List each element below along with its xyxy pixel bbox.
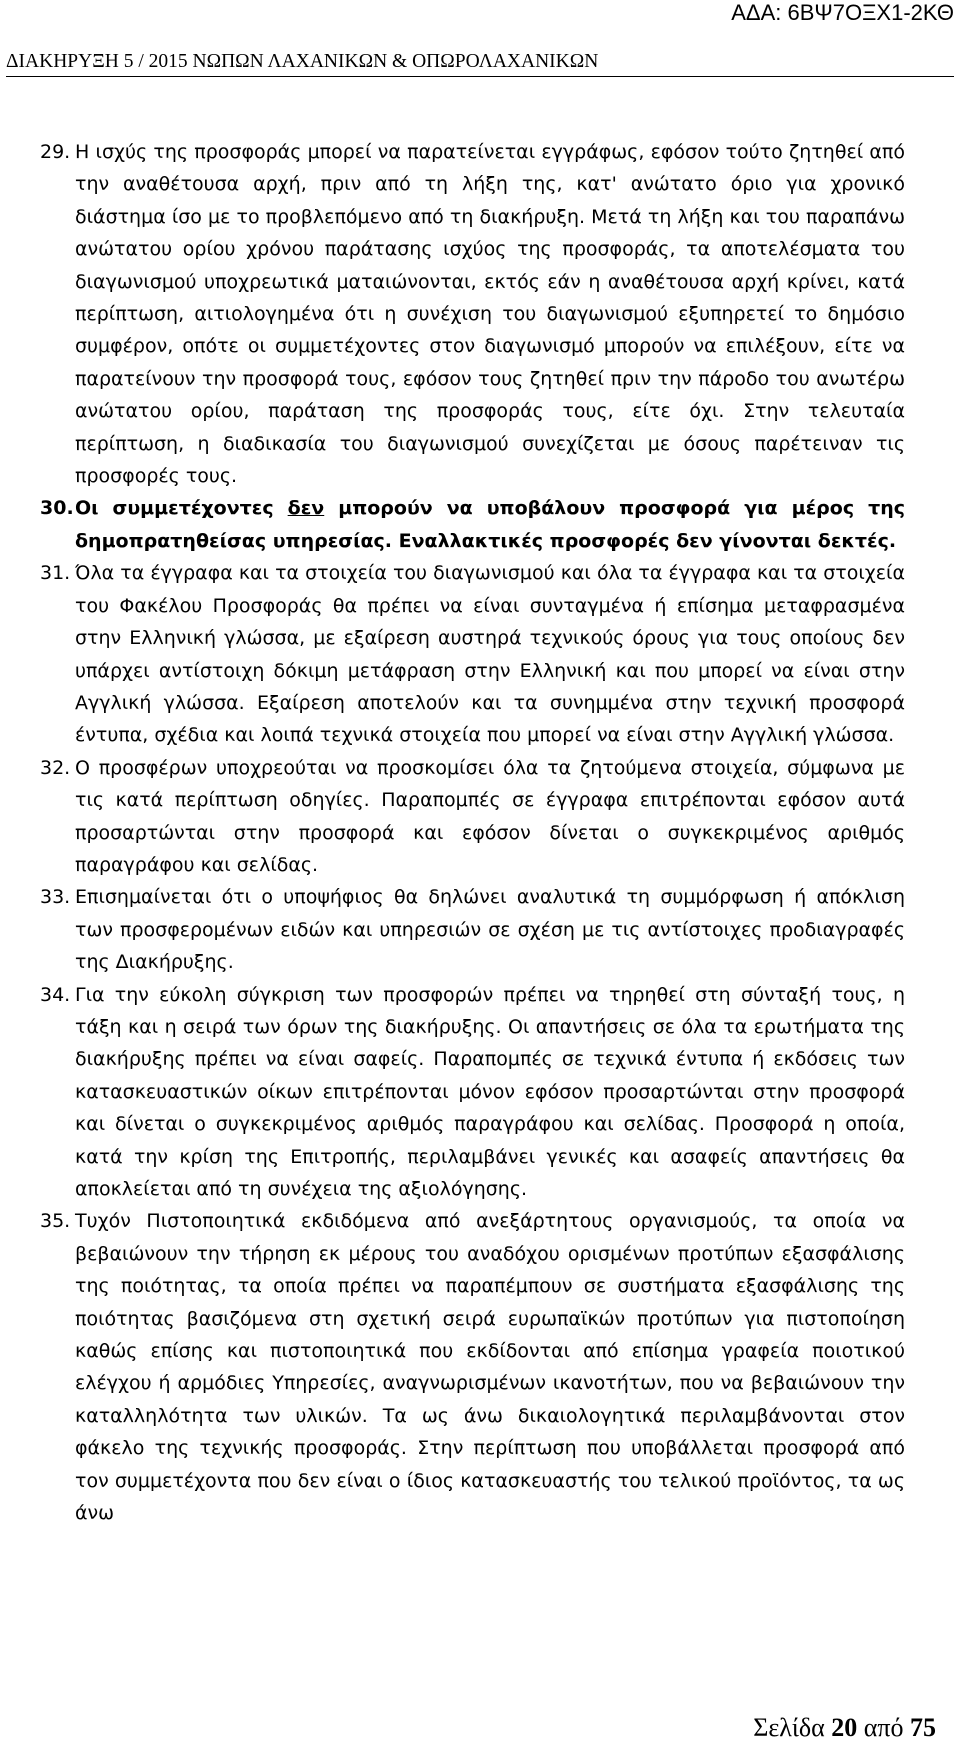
page-total: 75	[910, 1713, 936, 1742]
item-number: 33.	[40, 886, 71, 909]
item-number: 29.	[40, 141, 71, 163]
page-label: Σελίδα	[753, 1713, 825, 1742]
list-item-34	[40, 979, 905, 1206]
document-body	[40, 136, 905, 1529]
list-item-32	[40, 752, 905, 882]
page-footer	[753, 1712, 936, 1744]
item-text: Επισημαίνεται ότι ο υποψήφιος θα δηλώνει αναλυτικά τη συμμόρφωση ή απόκλιση των προσφερομένων ειδών και υπηρεσιών σε σχέση με τις αντίστοιχες προδιαγραφές της Διακήρυξης.	[75, 886, 905, 974]
list-item-30	[40, 492, 905, 557]
ada-code: ΑΔΑ: 6ΒΨ7ΟΞΧ1-2ΚΘ	[731, 0, 954, 25]
item-text: Ο προσφέρων υποχρεούται να προσκομίσει όλα τα ζητούμενα στοιχεία, σύμφωνα με τις κατά περίπτωση οδηγίες. Παραπομπές σε έγγραφα επιτρέπονται εφόσον αυτά προσαρτώνται στην προσφορά και εφόσον δίνεται ο συγκεκριμένος αριθμός παραγράφου και σελίδας.	[75, 756, 905, 876]
item-number: 34.	[40, 983, 71, 1006]
item-text-pre: Οι συμμετέχοντες	[75, 497, 288, 520]
page-of-label: από	[863, 1713, 904, 1742]
item-text: Για την εύκολη σύγκριση των προσφορών πρέπει να τηρηθεί στη σύνταξή τους, η τάξη και η σειρά των όρων της διακήρυξης. Οι απαντήσεις σε όλα τα ερωτήματα της διακήρυξης πρέπει να είναι σαφείς. Παραπομπές σε τεχνικά έντυπα ή εκδόσεις των κατασκευαστικών οίκων επιτρέπονται μόνον εφόσον προσαρτώνται στην προσφορά και δίνεται ο συγκεκριμένος αριθμός παραγράφου και σελίδας. Προσφορά η οποία, κατά την κρίση της Επιτροπής, περιλαμβάνει γενικές και ασαφείς απαντήσεις θα αποκλείεται από τη συνέχεια της αξιολόγησης.	[75, 983, 905, 1200]
item-text: Όλα τα έγγραφα και τα στοιχεία του διαγωνισμού και όλα τα έγγραφα και τα στοιχεία του Φακέλου Προσφοράς θα πρέπει να είναι συνταγμένα ή επίσημα μεταφρασμένα στην Ελληνική γλώσσα, με εξαίρεση αυστηρά τεχνικούς όρους για τους οποίους δεν υπάρχει αντίστοιχη δόκιμη μετάφραση στην Ελληνική και που μπορεί να είναι στην Αγγλική γλώσσα. Εξαίρεση αποτελούν και τα συνημμένα στην τεχνική προσφορά έντυπα, σχέδια και λοιπά τεχνικά στοιχεία που μπορεί να είναι στην Αγγλική γλώσσα.	[75, 562, 905, 747]
item-text: Τυχόν Πιστοποιητικά εκδιδόμενα από ανεξάρτητους οργανισμούς, τα οποία να βεβαιώνουν την τήρηση εκ μέρους του αναδόχου ορισμένων προτύπων εξασφάλισης της ποιότητας, τα οποία πρέπει να παραπέμπουν σε συστήματα εξασφάλισης της ποιότητας βασιζόμενα στη σχετική σειρά ευρωπαϊκών προτύπων για πιστοποίηση καθώς επίσης και πιστοποιητικά που εκδίδονται από επίσημα γραφεία ποιοτικού ελέγχου ή αρμόδιες Υπηρεσίες, αναγνωρισμένων ικανοτήτων, που να βεβαιώνουν την καταλληλότητα των υλικών. Τα ως άνω δικαιολογητικά περιλαμβάνονται στον φάκελο της τεχνικής προσφοράς. Στην περίπτωση που υποβάλλεται προσφορά από τον συμμετέχοντα που δεν είναι ο ίδιος κατασκευαστής του τελικού προϊόντος, τα ως άνω	[75, 1210, 905, 1525]
item-number: 35.	[40, 1210, 71, 1233]
item-text-underlined: δεν	[287, 497, 325, 520]
item-number: 31.	[40, 562, 71, 585]
item-text: Η ισχύς της προσφοράς μπορεί να παρατείνεται εγγράφως, εφόσον τούτο ζητηθεί από την αναθέτουσα αρχή, πριν από τη λήξη της, κατ' ανώτατο όριο για χρονικό διάστημα ίσο με το προβλεπόμενο από τη διακήρυξη. Μετά τη λήξη και του παραπάνω ανώτατου ορίου χρόνου παράτασης ισχύος της προσφοράς, τα αποτελέσματα του διαγωνισμού υποχρεωτικά ματαιώνονται, εκτός εάν η αναθέτουσα αρχή κρίνει, κατά περίπτωση, αιτιολογημένα ότι η συνέχιση του διαγωνισμού εξυπηρετεί το δημόσιο συμφέρον, οπότε οι συμμετέχοντες στον διαγωνισμό μπορούν να επιλέξουν, είτε να παρατείνουν την προσφορά τους, εφόσον τους ζητηθεί πριν την πάροδο του ανωτέρω ανώτατου ορίου, παράταση της προσφοράς τους, είτε όχι. Στην τελευταία περίπτωση, η διαδικασία του διαγωνισμού συνεχίζεται με όσους παρέτειναν τις προσφορές τους.	[75, 141, 905, 488]
list-item-35	[40, 1205, 905, 1529]
item-number: 32.	[40, 756, 71, 779]
list-item-33	[40, 881, 905, 978]
list-item-29	[40, 136, 905, 492]
list-item-31	[40, 557, 905, 751]
item-text-post: μπορούν να υποβάλουν προσφορά για μέρος της δημοπρατηθείσας υπηρεσίας. Εναλλακτικές προσφορές δεν γίνονται δεκτές.	[75, 497, 905, 552]
item-number: 30.	[40, 497, 74, 520]
page-number: 20	[831, 1713, 858, 1742]
document-header: ΔΙΑΚΗΡΥΞΗ 5 / 2015 ΝΩΠΩΝ ΛΑΧΑΝΙΚΩΝ & ΟΠΩΡΟΛΑΧΑΝΙΚΩΝ	[6, 50, 954, 77]
